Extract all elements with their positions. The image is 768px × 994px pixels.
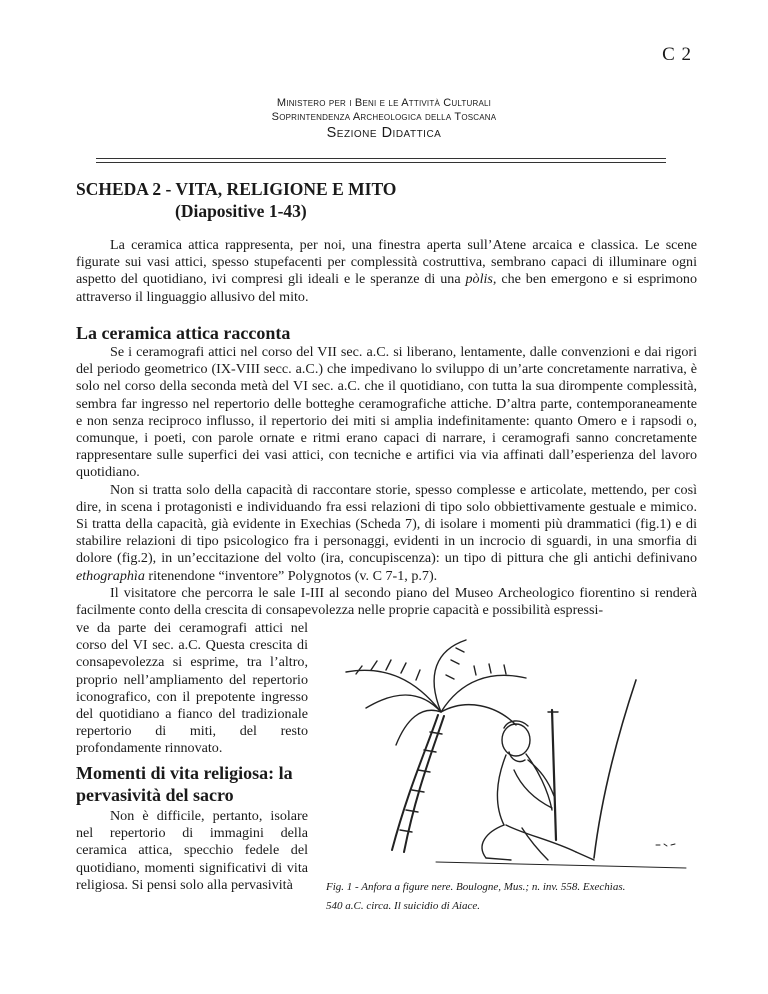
paragraph: Non è difficile, pertanto, isolare nel repertorio di immagini della ceramica attica, specchio fedele del quotidiano, momenti significativi di vita religiosa. Si pensi solo alla pervasività bbox=[76, 808, 308, 893]
paragraph-text-b: ritenendone “inventore” Polygnotos (v. C 7-1, p.7). bbox=[144, 567, 438, 584]
column-text-continued bbox=[76, 620, 308, 758]
section-heading-momenti: Momenti di vita religiosa: la pervasività del sacro bbox=[76, 763, 293, 805]
paragraph bbox=[76, 482, 697, 585]
ethographia-term: ethographìa bbox=[76, 567, 145, 584]
figure-caption bbox=[326, 878, 706, 916]
section-body-racconta bbox=[76, 344, 697, 619]
vase-painting-illustration bbox=[326, 620, 696, 875]
intro-paragraph bbox=[76, 237, 697, 306]
caption-line-1: Fig. 1 - Anfora a figure nere. Boulogne, Mus.; n. inv. 558. Exechìas. bbox=[326, 881, 626, 893]
paragraph: Il visitatore che percorra le sale I-III al secondo piano del Museo Archeologico fiorentino si renderà facilmente conto della crescita di consapevolezza nelle proprie capacità e possibilità espressi- bbox=[76, 584, 697, 619]
institution-header bbox=[0, 96, 768, 141]
header-rule-top bbox=[96, 158, 666, 159]
sheet-title-main: SCHEDA 2 - VITA, RELIGIONE E MITO bbox=[76, 179, 397, 199]
superintendency-line: Soprintendenza Archeologica della Toscana bbox=[271, 111, 497, 123]
sheet-title bbox=[76, 178, 396, 222]
intro-text-a: La ceramica attica rappresenta, per noi, una finestra aperta sull’Atene arcaica e classica. Le scene figurate sui vasi attici, spesso stupefacenti per complessità costruttiva, sembrano capaci di illuminare ogni aspetto del quotidiano, ivi compresi gli ideali e le speranze di una bbox=[76, 237, 697, 288]
intro-text-b: che ben emergono e si esprimono attraverso il linguaggio allusivo del mito. bbox=[76, 271, 697, 305]
header-rule-bottom bbox=[96, 162, 666, 163]
intro-polis-term: pòlis, bbox=[465, 271, 497, 288]
figure-ajax-suicide bbox=[326, 620, 696, 875]
section-name: Sezione Didattica bbox=[326, 125, 442, 141]
page-code: C 2 bbox=[662, 44, 692, 65]
section-body-momenti bbox=[76, 808, 308, 894]
paragraph-text-a: Non si tratta solo della capacità di raccontare storie, spesso complesse e articolate, mettendo, per così dire, in scena i protagonisti e individuando fra essi relazioni di tipo solo obbiettivamente gestuale e mimico. Si tratta della capacità, già evidente in Exechias (Scheda 7), di isolare i momenti più drammatici (fig.1) e di stabilire relazioni di tipo psicologico fra i personaggi, evidenti in un incrocio di sguardi, in una smorfia di dolore (fig.2), in un’eccitazione del volto (ira, concupiscenza): un tipo di pittura che gli antichi definivano bbox=[76, 481, 697, 567]
paragraph: ve da parte dei ceramografi attici nel corso del VI sec. a.C. Questa crescita di consapevolezza si esprime, tra l’altro, proprio nell’ampliamento del repertorio iconografico, con il prepotente ingresso del quotidiano a fianco del tradizionale repertorio di miti, del resto profondamente rinnovato. bbox=[76, 620, 308, 757]
ministry-line: Ministero per i Beni e le Attività Culturali bbox=[276, 97, 492, 109]
paragraph: Se i ceramografi attici nel corso del VII sec. a.C. si liberano, lentamente, dalle convenzioni e dai rigori del periodo geometrico (IX-VIII secc. a.C.) che impedivano lo sviluppo di un’arte concretamente narrativa, è solo nel corso della seconda metà del VI sec. a.C. che il quotidiano, con tutta la sua dirompente complessità, sembra far ingresso nel repertorio delle botteghe ceramografiche attiche. D’altra parte, contemporaneamente e non senza reciproco influsso, il repertorio dei miti si amplia indefinitamente: quanto Omero e i rapsodi o, comunque, i poeti, con parole ornate e ritmi erano capaci di narrare, i ceramografi sanno concretamente rappresentare sulle superfici dei vasi attici, con tecniche e artifici via via affinati dall’esperienza del lavoro quotidiano. bbox=[76, 344, 697, 481]
sheet-title-sub: (Diapositive 1-43) bbox=[175, 201, 307, 221]
section-heading-racconta: La ceramica attica racconta bbox=[76, 323, 291, 343]
caption-line-2: 540 a.C. circa. Il suicidio di Aiace. bbox=[326, 900, 480, 912]
